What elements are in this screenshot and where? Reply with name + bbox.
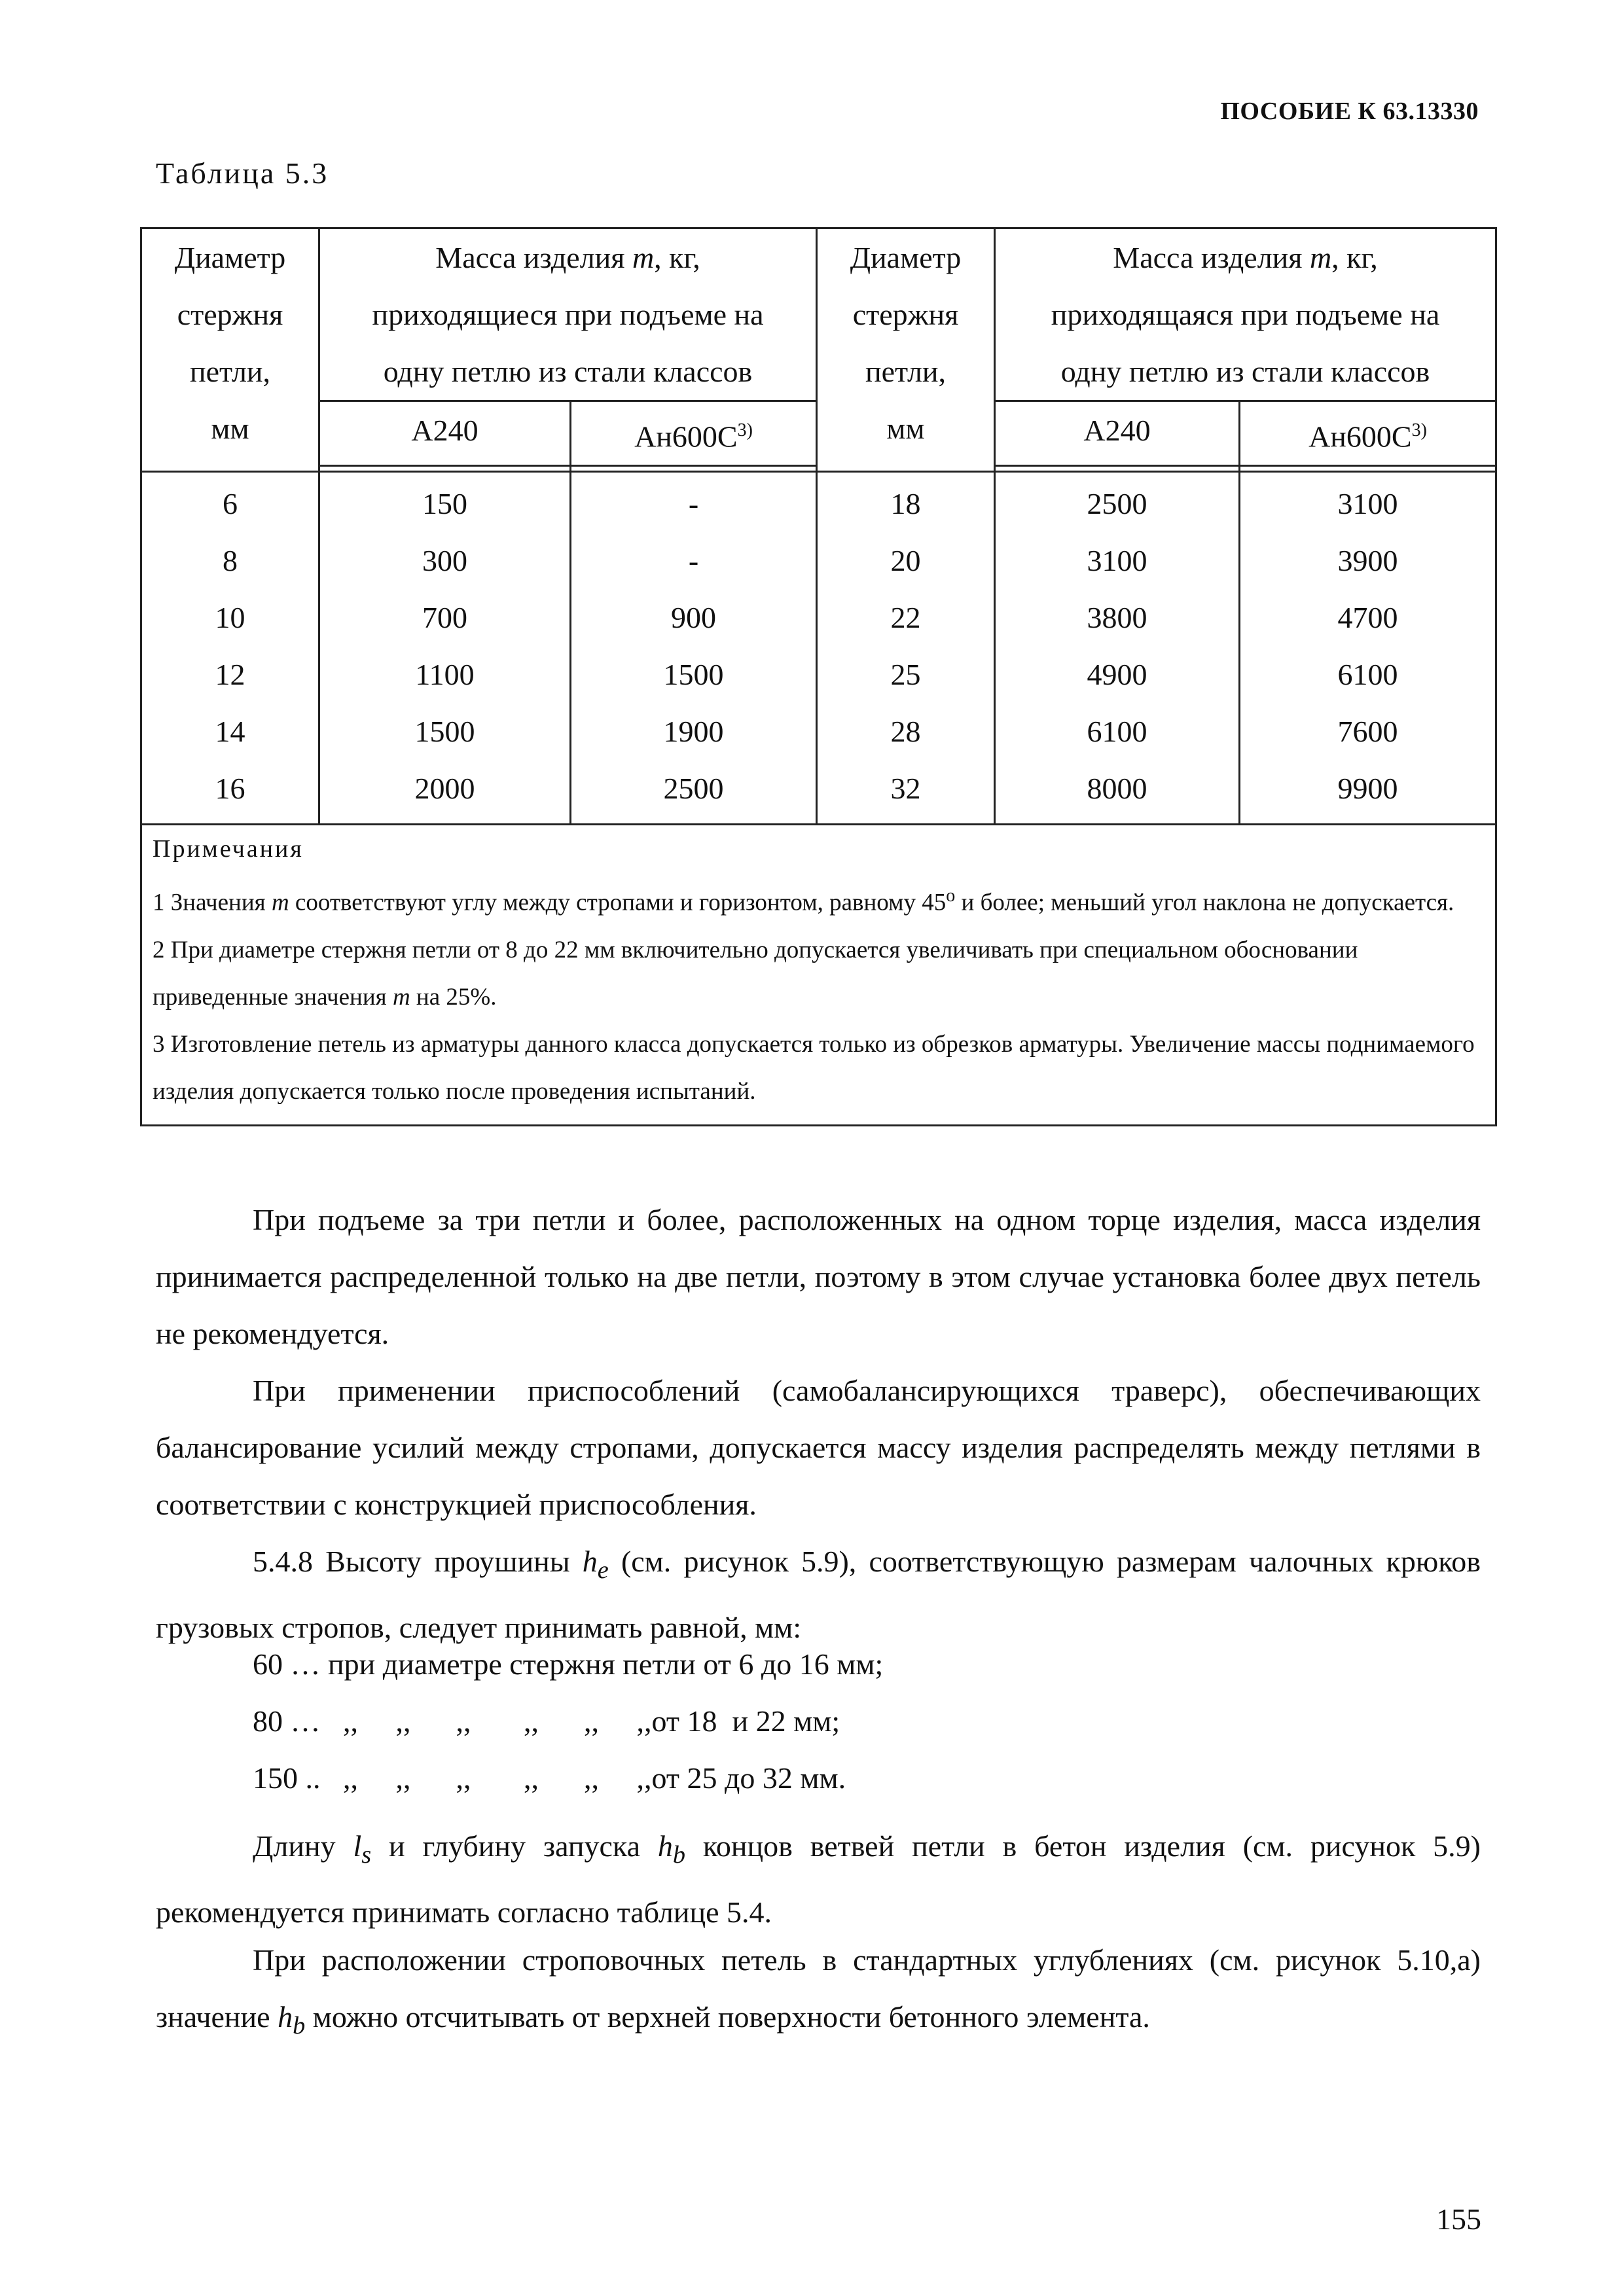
- table-notes: [141, 825, 1496, 1125]
- subheader-an600c-right: $Ан600С^{3)}$: [1240, 401, 1496, 466]
- col-header-mass-right: Масса изделия m, кг, приходящаяся при подъеме на одну петлю из стали классов: [995, 228, 1496, 401]
- subheader-a240-right: А240: [995, 401, 1240, 466]
- note-3: 3 Изготовление петель из арматуры данного класса допускается только из обрезков арматуры. Увеличение массы поднимаемого изделия допускается только после проведения испытаний.: [153, 1030, 1475, 1105]
- table-5-3: [140, 227, 1497, 1126]
- note-1: 1 Значения m соответствуют углу между стропами и горизонтом, равному $45^о$ и более; меньший угол наклона не допускается.: [153, 886, 1454, 916]
- notes-title: Примечания: [153, 835, 304, 863]
- col-header-diameter-right: Диаметр стержня петли, мм: [817, 228, 995, 466]
- page-number: 155: [1436, 2202, 1481, 2236]
- table-row: 12 1100 1500 25 4900 6100: [141, 646, 1496, 703]
- list-item-1: 60 … при диаметре стержня петли от 6 до 16 мм;: [253, 1647, 884, 1681]
- note-2: 2 При диаметре стержня петли от 8 до 22 мм включительно допускается увеличивать при специальном обосновании приведенные значения m на 25%.: [153, 936, 1358, 1011]
- paragraph-1: При подъеме за три петли и более, расположенных на одном торце изделия, масса изделия принимается распределенной только на две петли, поэтому в этом случае установка более двух петель не рекомендуется.: [156, 1203, 1481, 1350]
- document-code: ПОСОБИЕ К 63.13330: [1220, 98, 1479, 125]
- subheader-a240-left: А240: [319, 401, 571, 466]
- paragraph-5: При расположении строповочных петель в стандартных углублениях (см. рисунок 5.10,а) значение $h_b$ можно отсчитывать от верхней поверхности бетонного элемента.: [156, 1943, 1481, 2040]
- table-title: Таблица 5.3: [156, 156, 329, 190]
- col-header-diameter-left: Диаметр стержня петли, мм: [141, 228, 319, 466]
- paragraph-3: 5.4.8 Высоту проушины $h_e$ (см. рисунок 5.9), соответствующую размерам чалочных крюков грузовых стропов, следует принимать равной, мм:: [156, 1545, 1481, 1645]
- table-row: 8 300 - 20 3100 3900: [141, 532, 1496, 589]
- subheader-an600c-left: $Ан600С^{3)}$: [571, 401, 817, 466]
- list-item-3: 150 .. ,, ,, ,, ,, ,, ,,от 25 до 32 мм.: [253, 1761, 846, 1795]
- table-row: 16 2000 2500 32 8000 9900: [141, 760, 1496, 825]
- table-row: 14 1500 1900 28 6100 7600: [141, 703, 1496, 760]
- paragraph-2: При применении приспособлений (самобалансирующихся траверс), обеспечивающих балансирование усилий между стропами, допускается массу изделия распределять между петлями в соответствии с конструкцией приспособления.: [156, 1374, 1481, 1521]
- table-row: 6 150 - 18 2500 3100: [141, 472, 1496, 533]
- table-row: 10 700 900 22 3800 4700: [141, 589, 1496, 646]
- col-header-mass-left: Масса изделия m, кг, приходящиеся при подъеме на одну петлю из стали классов: [319, 228, 817, 401]
- list-item-2: 80 … ,, ,, ,, ,, ,, ,,от 18 и 22 мм;: [253, 1704, 840, 1738]
- paragraph-4: Длину $l_s$ и глубину запуска $h_b$ концов ветвей петли в бетон изделия (см. рисунок 5.9) рекомендуется принимать согласно таблице 5.4.: [156, 1829, 1481, 1929]
